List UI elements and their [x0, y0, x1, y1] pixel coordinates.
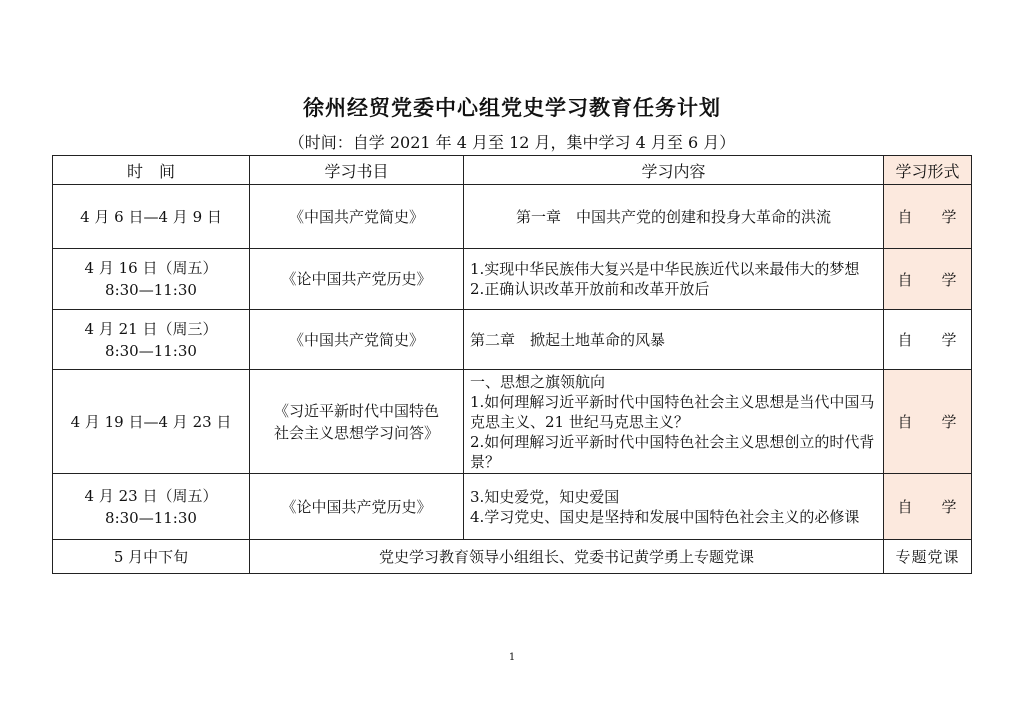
table-header-row: [53, 156, 972, 185]
header-form: 学习形式: [884, 156, 972, 185]
cell-book: 《中国共产党简史》: [250, 185, 464, 249]
table-row: [53, 540, 972, 574]
table-row: [53, 249, 972, 310]
cell-time: 4 月 21 日（周三） 8:30—11:30: [53, 310, 250, 370]
page-number: 1: [508, 652, 516, 663]
cell-content: 第二章 掀起土地革命的风暴: [464, 310, 884, 370]
cell-book: 《论中国共产党历史》: [250, 474, 464, 540]
cell-form: 自 学: [884, 370, 972, 474]
cell-content: 第一章 中国共产党的创建和投身大革命的洪流: [464, 185, 884, 249]
table-row: [53, 310, 972, 370]
cell-content: 一、思想之旗领航向 1.如何理解习近平新时代中国特色社会主义思想是当代中国马克思主义、21 世纪马克思主义？ 2.如何理解习近平新时代中国特色社会主义思想创立的时代背景？: [464, 370, 884, 474]
cell-book: 《论中国共产党历史》: [250, 249, 464, 310]
cell-time: 5 月中下旬: [53, 540, 250, 574]
cell-time: 4 月 19 日—4 月 23 日: [53, 370, 250, 474]
cell-time: 4 月 16 日（周五） 8:30—11:30: [53, 249, 250, 310]
cell-time: 4 月 6 日—4 月 9 日: [53, 185, 250, 249]
table-row: [53, 370, 972, 474]
cell-content: 党史学习教育领导小组组长、党委书记黄学勇上专题党课: [250, 540, 884, 574]
header-content: 学习内容: [464, 156, 884, 185]
cell-form: 自 学: [884, 185, 972, 249]
page-subtitle: （时间：自学 2021 年 4 月至 12 月，集中学习 4 月至 6 月）: [288, 133, 736, 152]
header-book: 学习书目: [250, 156, 464, 185]
cell-content: 1.实现中华民族伟大复兴是中华民族近代以来最伟大的梦想 2.正确认识改革开放前和改革开放后: [464, 249, 884, 310]
cell-time: 4 月 23 日（周五） 8:30—11:30: [53, 474, 250, 540]
cell-form: 自 学: [884, 310, 972, 370]
cell-content: 3.知史爱党，知史爱国 4.学习党史、国史是坚持和发展中国特色社会主义的必修课: [464, 474, 884, 540]
cell-book: 《习近平新时代中国特色 社会主义思想学习问答》: [250, 370, 464, 474]
header-time: 时 间: [53, 156, 250, 185]
cell-form: 专题党课: [884, 540, 972, 574]
cell-form: 自 学: [884, 249, 972, 310]
study-plan-table: [52, 155, 972, 574]
table-row: [53, 185, 972, 249]
page-title: 徐州经贸党委中心组党史学习教育任务计划: [303, 95, 721, 120]
cell-book: 《中国共产党简史》: [250, 310, 464, 370]
cell-form: 自 学: [884, 474, 972, 540]
table-row: [53, 474, 972, 540]
